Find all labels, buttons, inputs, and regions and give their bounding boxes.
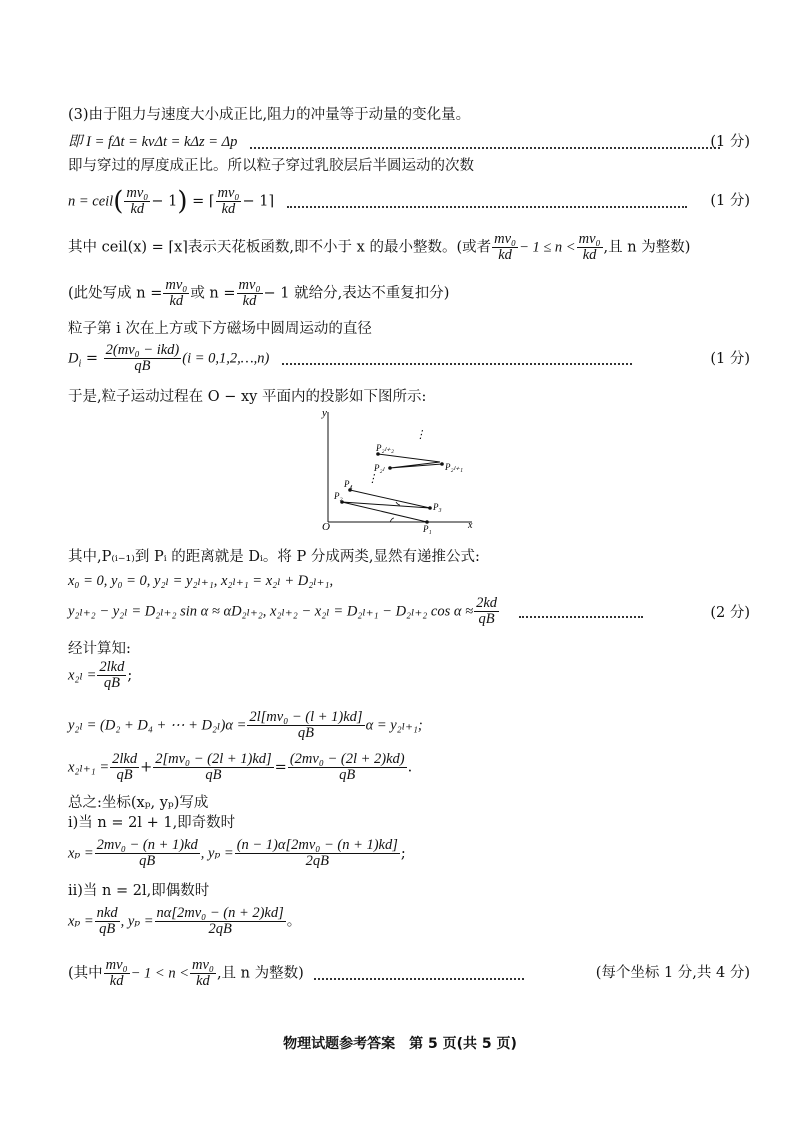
- numerator: mv₀: [191, 957, 214, 973]
- impulse-formula: 即 I = fΔt = kvΔt = kΔz = Δp: [68, 134, 238, 150]
- label-p1: P₁: [423, 524, 432, 534]
- numerator: 2(mv₀ − ikd): [105, 342, 180, 358]
- denominator: qB: [99, 921, 116, 937]
- fraction-mv0-kd: [190, 958, 216, 989]
- fraction-x2l1-b: [153, 752, 273, 783]
- label-p3: P₃: [433, 502, 442, 512]
- numerator: mv₀: [165, 277, 188, 293]
- diameter-equation: $D_i$ = $\frac{\text{2(mv₀ − ikd)}}{qB}$ (i = 0,1,2,…,n): [68, 343, 632, 374]
- y-axis-label: y: [322, 407, 327, 419]
- numerator: 2lkd: [112, 751, 138, 767]
- full-stop: 。: [286, 913, 302, 930]
- numerator: 2kd: [476, 595, 498, 611]
- text-line-7: 粒子第 i 次在上方或下方磁场中圆周运动的直径: [68, 321, 372, 337]
- fraction-mv0-kd: [577, 232, 603, 263]
- numerator: 2l[mv₀ − (l + 1)kd]: [249, 709, 363, 725]
- yp-label: , yₚ =: [200, 845, 234, 862]
- ceil-bracket-close: ⌉: [268, 193, 275, 210]
- denominator: 2qB: [208, 921, 232, 937]
- range-condition: [68, 958, 524, 989]
- denominator: qB: [103, 675, 120, 691]
- inequality: − 1 ≤ n <: [519, 239, 576, 256]
- plus-sign: +: [140, 759, 153, 776]
- paren-open: (: [113, 186, 124, 217]
- denominator: kd: [196, 973, 210, 989]
- equals-sign: =: [274, 759, 287, 776]
- label-p2l2: P₂ₗ₊₂: [376, 443, 394, 453]
- denominator: 2qB: [305, 853, 329, 869]
- numerator: mv₀: [238, 277, 261, 293]
- fraction-yp-odd: [235, 838, 400, 869]
- note-text: − 1 就给分,表达不重复扣分): [263, 285, 450, 302]
- odd-coordinates: [68, 838, 406, 869]
- diameter-subscript: i: [78, 358, 82, 370]
- xp-label: xₚ =: [68, 845, 94, 862]
- score-mark: (1 分): [710, 193, 750, 209]
- note-text: 或 n =: [190, 285, 236, 302]
- denominator: qB: [134, 358, 151, 374]
- recurrence-formula: y₂ₗ₊₂ − y₂ₗ = D₂ₗ₊₂ sin α ≈ αD₂ₗ₊₂, x₂ₗ₊₂ − x₂ₗ = D₂ₗ₊₁ − D₂ₗ₊₂ cos α ≈: [68, 603, 474, 620]
- fraction-mv0-kd: [237, 278, 263, 309]
- even-coordinates: [68, 906, 301, 937]
- x2l-label: x₂ₗ =: [68, 667, 97, 684]
- fraction-2lkd-qB: [97, 660, 126, 691]
- ceil-bracket-open: = ⌈: [192, 193, 215, 210]
- numerator: 2lkd: [99, 659, 125, 675]
- case-odd-heading: ⅰ)当 n = 2l + 1,即奇数时: [68, 815, 236, 831]
- y2l-equation: [68, 710, 423, 741]
- numerator: mv₀: [578, 231, 601, 247]
- label-p2: P₂: [334, 491, 343, 501]
- numerator: (2mv₀ − (2l + 2)kd): [289, 751, 405, 767]
- text-line-1: (3)由于阻力与速度大小成正比,阻力的冲量等于动量的变化量。: [68, 107, 471, 123]
- recurrence-line-1: x₀ = 0, y₀ = 0, y₂ₗ = y₂ₗ₊₁, x₂ₗ₊₁ = x₂ₗ + D₂ₗ₊₁,: [68, 573, 334, 589]
- diameter-symbol: D: [68, 350, 79, 367]
- note-text: (此处写成 n =: [68, 285, 163, 302]
- semicolon: ;: [127, 667, 133, 684]
- fraction-mv0-kd: [492, 232, 518, 263]
- integer-condition: ,且 n 为整数): [603, 239, 691, 256]
- lower-trajectory: [328, 490, 430, 522]
- x2l-equation: [68, 660, 132, 691]
- leader-dots: [519, 605, 643, 618]
- denominator: qB: [205, 767, 222, 783]
- numerator: mv₀: [217, 185, 240, 201]
- fraction-2kd-qB: [474, 596, 499, 627]
- denominator: kd: [130, 201, 145, 217]
- angle-arc: [396, 502, 400, 505]
- xp-label: xₚ =: [68, 913, 94, 930]
- semicolon: ;: [400, 845, 406, 862]
- numerator: mv₀: [494, 231, 517, 247]
- leader-dots: [287, 195, 687, 208]
- upper-trajectory: [378, 454, 442, 468]
- ellipsis-middle: ⋮: [367, 473, 378, 485]
- numerator: nα[2mv₀ − (n + 2)kd]: [156, 905, 284, 921]
- text-line-9: 于是,粒子运动过程在 O − xy 平面内的投影如下图所示:: [68, 389, 427, 405]
- angle-arc: [390, 518, 394, 522]
- ceil-label: n = ceil: [68, 193, 114, 210]
- label-p4: P₄: [344, 479, 353, 489]
- recurrence-line-2: [68, 596, 643, 627]
- minus-one: − 1: [151, 193, 178, 210]
- numerator: (n − 1)α[2mv₀ − (n + 1)kd]: [236, 837, 398, 853]
- fraction-diameter: [104, 343, 182, 374]
- page-footer: 物理试题参考答案 第 5 页(共 5 页): [283, 1036, 517, 1052]
- text-line-13: 经计算知:: [68, 641, 131, 657]
- text-line-17: 总之:坐标(xₚ, yₚ)写成: [68, 795, 209, 811]
- score-mark: (2 分): [710, 605, 750, 621]
- denominator: kd: [498, 247, 512, 263]
- fraction-mv0-kd: [216, 186, 242, 217]
- denominator: kd: [109, 973, 124, 989]
- denominator: kd: [242, 293, 257, 309]
- text-line-3: 即与穿过的厚度成正比。所以粒子穿过乳胶层后半圆运动的次数: [68, 158, 474, 174]
- fraction-x2l1-c: [288, 752, 407, 783]
- denominator: qB: [116, 767, 133, 783]
- denominator: qB: [339, 767, 356, 783]
- denominator: kd: [169, 293, 184, 309]
- leader-dots: [250, 136, 720, 149]
- fraction-mv0-kd: [124, 186, 150, 217]
- text-line-10: 其中,P₍ᵢ₋₁₎到 Pᵢ 的距离就是 Dᵢ。将 P 分成两类,显然有递推公式:: [68, 549, 480, 565]
- fraction-xp-even: [95, 906, 120, 937]
- period: .: [407, 759, 413, 776]
- denominator: kd: [582, 247, 597, 263]
- ellipsis-top: ⋮: [415, 429, 426, 441]
- y2l-label: y₂ₗ = (D₂ + D₄ + ⋯ + D₂ₗ)α =: [68, 717, 247, 734]
- case-even-heading: ⅱ)当 n = 2l,即偶数时: [68, 883, 210, 899]
- leader-dots: [314, 967, 524, 980]
- scoring-note: [68, 278, 449, 309]
- label-p2l1: P₂ₗ₊₁: [445, 462, 463, 472]
- denominator: qB: [139, 853, 156, 869]
- x2l1-equation: [68, 752, 412, 783]
- index-range: (i = 0,1,2,…,n): [182, 350, 270, 367]
- label-p2l: P₂ₗ: [374, 463, 385, 473]
- numerator: 2mv₀ − (n + 1)kd: [96, 837, 198, 853]
- score-mark: (1 分): [710, 134, 750, 150]
- trajectory-diagram: [312, 404, 482, 534]
- numerator: mv₀: [105, 957, 128, 973]
- x2l1-label: x₂ₗ₊₁ =: [68, 759, 110, 776]
- paren-close: ): [177, 186, 188, 217]
- fraction-2lkd-qB: [110, 752, 139, 783]
- point-p2l1: [440, 462, 444, 466]
- numerator: 2[mv₀ − (2l + 1)kd]: [155, 751, 272, 767]
- leader-dots: [282, 352, 632, 365]
- range-prefix: (其中: [68, 965, 103, 982]
- denominator: qB: [478, 611, 495, 627]
- denominator: kd: [221, 201, 236, 217]
- fraction-mv0-kd: [104, 958, 130, 989]
- fraction-yp-even: [155, 906, 286, 937]
- point-p2l: [388, 466, 392, 470]
- origin-label: O: [322, 521, 330, 533]
- ceil-definition-text: 其中 ceil(x) = ⌈x⌉表示天花板函数,即不小于 x 的最小整数。(或者: [68, 239, 492, 256]
- point-p3: [428, 506, 432, 510]
- denominator: qB: [297, 725, 315, 741]
- numerator: nkd: [96, 905, 118, 921]
- impulse-equation: [68, 133, 720, 151]
- x-axis-label: x: [468, 520, 473, 531]
- ceil-definition: [68, 232, 690, 263]
- yp-label: , yₚ =: [120, 913, 154, 930]
- ceil-equation: [68, 186, 687, 217]
- score-mark: (1 分): [710, 351, 750, 367]
- integer-condition: ,且 n 为整数): [216, 965, 304, 982]
- y2l-tail: α = y₂ₗ₊₁;: [365, 717, 423, 734]
- fraction-y2l: [247, 710, 364, 741]
- score-mark: (每个坐标 1 分,共 4 分): [595, 965, 750, 981]
- fraction-mv0-kd: [163, 278, 189, 309]
- minus-one: − 1: [242, 193, 269, 210]
- fraction-xp-odd: [95, 838, 200, 869]
- inequality: − 1 < n <: [130, 965, 189, 982]
- numerator: mv₀: [126, 185, 149, 201]
